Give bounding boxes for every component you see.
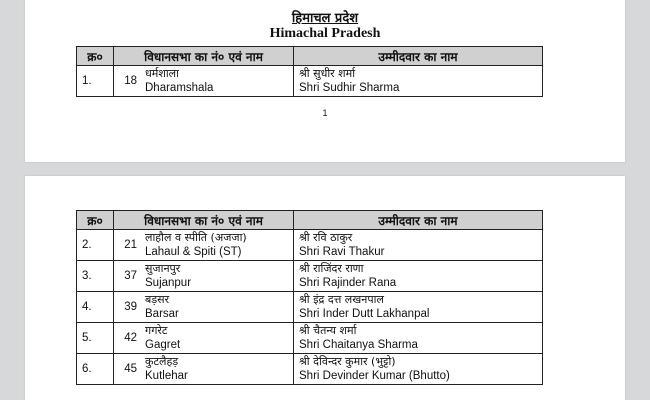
candidate-name-english: Shri Ravi Thakur <box>299 246 385 258</box>
candidate-name <box>294 261 543 292</box>
constituency-name-english: Dharamshala <box>145 82 214 94</box>
table-row <box>77 323 543 354</box>
constituency-name-hindi: सुजानपुर <box>145 262 181 275</box>
header-candidate: उम्मीदवार का नाम <box>294 47 543 66</box>
document-page-2 <box>25 176 625 400</box>
page-title-hindi: हिमाचल प्रदेश <box>291 11 359 26</box>
candidate-name <box>294 292 543 323</box>
constituency-number: 18 <box>114 66 141 97</box>
constituency-name-hindi: बड़सर <box>145 293 170 306</box>
constituency-name-english: Kutlehar <box>145 370 188 382</box>
serial-cell: 5. <box>77 323 114 354</box>
constituency-number: 39 <box>114 292 141 323</box>
candidate-name-hindi: श्री राजिंदर राणा <box>299 262 364 275</box>
serial-cell: 1. <box>77 66 114 97</box>
table-header-row <box>77 47 543 66</box>
candidate-name-english: Shri Chaitanya Sharma <box>299 339 418 351</box>
header-constituency: विधानसभा का नं० एवं नाम <box>114 47 294 66</box>
header-serial: क्र० <box>77 211 114 230</box>
constituency-name-english: Barsar <box>145 308 179 320</box>
serial-cell: 4. <box>77 292 114 323</box>
document-page-1 <box>25 0 625 162</box>
candidate-name <box>294 354 543 385</box>
constituency-number: 42 <box>114 323 141 354</box>
constituency-name-hindi: गगरेट <box>145 324 168 337</box>
constituency-name-hindi: लाहौल व स्पीति (अजजा) <box>145 231 247 244</box>
serial-cell: 2. <box>77 230 114 261</box>
constituency-name-english: Lahaul & Spiti (ST) <box>145 246 242 258</box>
constituency-number: 37 <box>114 261 141 292</box>
table-row <box>77 230 543 261</box>
constituency-name <box>140 292 294 323</box>
constituency-number: 21 <box>114 230 141 261</box>
table-header-row <box>77 211 543 230</box>
candidate-name-english: Shri Inder Dutt Lakhanpal <box>299 308 430 320</box>
header-serial: क्र० <box>77 47 114 66</box>
serial-cell: 3. <box>77 261 114 292</box>
serial-cell: 6. <box>77 354 114 385</box>
candidate-name-english: Shri Sudhir Sharma <box>299 82 400 94</box>
constituency-name-english: Sujanpur <box>145 277 192 289</box>
candidate-table <box>76 46 543 97</box>
candidate-table <box>76 210 543 385</box>
candidate-name-hindi: श्री सुधीर शर्मा <box>299 67 356 80</box>
page-number: 1 <box>322 108 328 118</box>
constituency-name <box>140 230 294 261</box>
constituency-name <box>140 323 294 354</box>
table-row <box>77 66 543 97</box>
candidate-name-hindi: श्री चैतन्य शर्मा <box>299 324 357 337</box>
header-constituency: विधानसभा का नं० एवं नाम <box>114 211 294 230</box>
constituency-name-english: Gagret <box>145 339 181 351</box>
candidate-name-hindi: श्री रवि ठाकुर <box>299 231 353 244</box>
table-row <box>77 292 543 323</box>
constituency-number: 45 <box>114 354 141 385</box>
candidate-name <box>294 323 543 354</box>
page-title-english: Himachal Pradesh <box>269 26 381 41</box>
candidate-name-hindi: श्री देविन्दर कुमार (भुट्टो) <box>299 355 396 368</box>
constituency-name-hindi: धर्मशाला <box>145 67 179 80</box>
candidate-name <box>294 230 543 261</box>
header-candidate: उम्मीदवार का नाम <box>294 211 543 230</box>
candidate-name-english: Shri Devinder Kumar (Bhutto) <box>299 370 450 382</box>
table-row <box>77 261 543 292</box>
candidate-name-hindi: श्री इंद्र दत्त लखनपाल <box>299 293 384 306</box>
constituency-name <box>140 261 294 292</box>
constituency-name <box>140 354 294 385</box>
candidate-name <box>294 66 543 97</box>
constituency-name <box>140 66 294 97</box>
constituency-name-hindi: कुटलैहड़ <box>145 355 179 368</box>
table-row <box>77 354 543 385</box>
candidate-name-english: Shri Rajinder Rana <box>299 277 397 289</box>
